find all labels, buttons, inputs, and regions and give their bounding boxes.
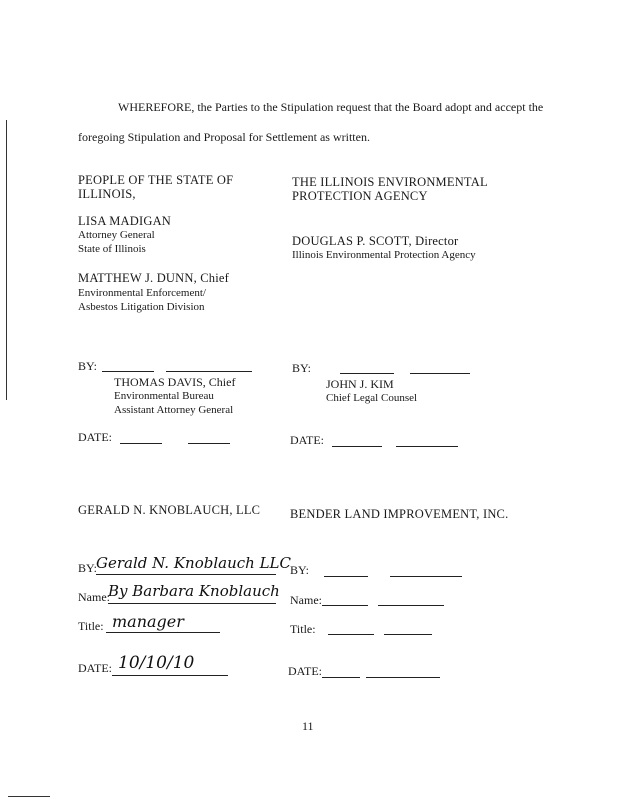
resp-right-by-line-1[interactable] <box>324 576 368 577</box>
left-by-line-1[interactable] <box>102 371 154 372</box>
resp-right-name-line-1[interactable] <box>322 605 368 606</box>
intro-line-2: foregoing Stipulation and Proposal for Settlement as written. <box>78 130 370 144</box>
right-date-line-2[interactable] <box>396 446 458 447</box>
resp-right-title-line-2[interactable] <box>384 634 432 635</box>
resp-left-name-signature: By Barbara Knoblauch <box>108 582 280 600</box>
chief-title-2: Asbestos Litigation Division <box>78 301 205 313</box>
resp-left-by-signature: Gerald N. Knoblauch LLC <box>96 554 291 572</box>
right-date-label: DATE: <box>290 433 324 447</box>
left-date-line-2[interactable] <box>188 443 230 444</box>
left-signer-title-2: Assistant Attorney General <box>114 404 234 416</box>
left-party-name-2: ILLINOIS, <box>78 187 136 201</box>
right-party-name-1: THE ILLINOIS ENVIRONMENTAL <box>292 175 488 189</box>
page-number: 11 <box>302 719 314 733</box>
left-date-line-1[interactable] <box>120 443 162 444</box>
left-date-label: DATE: <box>78 430 112 444</box>
chief-title-1: Environmental Enforcement/ <box>78 287 206 299</box>
left-party-name-1: PEOPLE OF THE STATE OF <box>78 173 234 187</box>
scan-edge-line <box>6 120 7 400</box>
ag-title-2: State of Illinois <box>78 243 146 255</box>
left-signer-title-1: Environmental Bureau <box>114 390 214 402</box>
resp-left-by-label: BY: <box>78 561 97 575</box>
resp-left-by-line <box>96 574 276 575</box>
resp-right-date-line-1[interactable] <box>322 677 360 678</box>
resp-right-by-label: BY: <box>290 563 309 577</box>
right-date-line-1[interactable] <box>332 446 382 447</box>
resp-left-title-line <box>106 632 220 633</box>
chief-name: MATTHEW J. DUNN, Chief <box>78 271 230 285</box>
left-respondent-name: GERALD N. KNOBLAUCH, LLC <box>78 503 261 517</box>
resp-left-title-signature: manager <box>112 612 184 631</box>
resp-right-by-line-2[interactable] <box>390 576 462 577</box>
director-name: DOUGLAS P. SCOTT, Director <box>292 234 459 248</box>
resp-left-name-label: Name: <box>78 590 110 604</box>
resp-left-title-label: Title: <box>78 619 104 633</box>
resp-left-date-signature: 10/10/10 <box>118 653 195 673</box>
right-respondent-name: BENDER LAND IMPROVEMENT, INC. <box>290 507 509 521</box>
left-signer-name: THOMAS DAVIS, Chief <box>114 375 236 389</box>
right-signer-name: JOHN J. KIM <box>326 377 394 391</box>
right-by-line-1[interactable] <box>340 373 394 374</box>
resp-left-date-label: DATE: <box>78 661 112 675</box>
resp-right-title-label: Title: <box>290 622 316 636</box>
resp-left-date-line <box>112 675 228 676</box>
right-signer-title: Chief Legal Counsel <box>326 392 418 404</box>
resp-right-name-label: Name: <box>290 593 322 607</box>
ag-title-1: Attorney General <box>78 229 155 241</box>
director-title: Illinois Environmental Protection Agency <box>292 249 476 261</box>
resp-right-title-line-1[interactable] <box>328 634 374 635</box>
resp-right-date-line-2[interactable] <box>366 677 440 678</box>
right-by-label: BY: <box>292 361 311 375</box>
right-party-name-2: PROTECTION AGENCY <box>292 189 428 203</box>
left-by-label: BY: <box>78 359 97 373</box>
resp-right-date-label: DATE: <box>288 664 322 678</box>
left-by-line-2[interactable] <box>166 371 252 372</box>
ag-name: LISA MADIGAN <box>78 214 172 228</box>
scan-edge-mark-bottom <box>8 796 50 797</box>
intro-line-1: WHEREFORE, the Parties to the Stipulation request that the Board adopt and accept the <box>118 100 544 114</box>
resp-right-name-line-2[interactable] <box>378 605 444 606</box>
resp-left-name-line <box>108 603 276 604</box>
right-by-line-2[interactable] <box>410 373 470 374</box>
